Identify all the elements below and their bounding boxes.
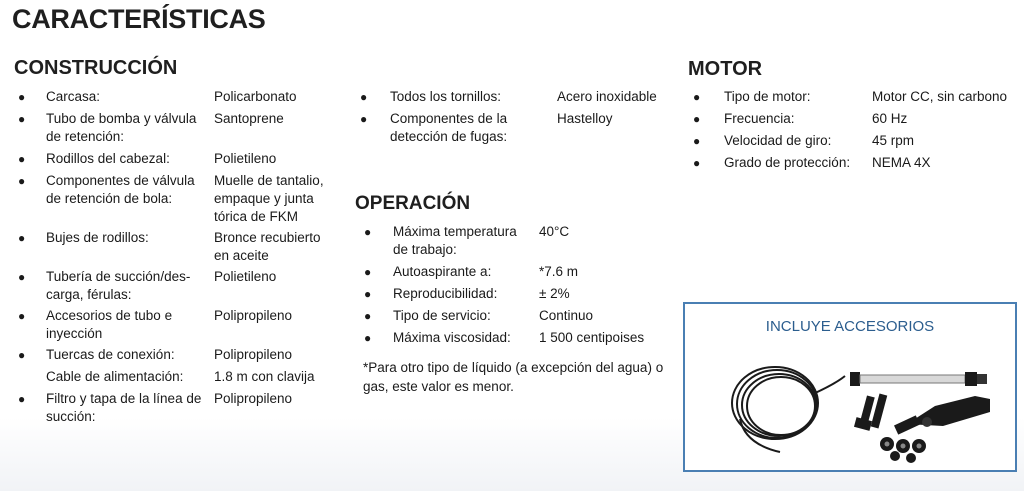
bullet-icon: ● <box>18 90 26 104</box>
item-value: ± 2% <box>539 286 570 301</box>
item-label: Tipo de servicio: <box>393 308 491 323</box>
bullet-icon: ● <box>18 152 26 166</box>
item-value: Polipropileno <box>214 308 293 323</box>
item-value: Continuo <box>539 308 594 323</box>
bullet-icon: ● <box>18 270 26 284</box>
item-value: Polipropileno <box>214 347 293 362</box>
bullet-icon: ● <box>18 348 26 362</box>
bullet-icon: ● <box>364 287 372 301</box>
item-value: 45 rpm <box>872 133 915 148</box>
item-label: Tubo de bomba y válvula de retención: <box>46 111 197 144</box>
item-value: Polipropileno <box>214 391 293 406</box>
bullet-icon: ● <box>693 90 701 104</box>
accessories-box <box>683 302 1017 472</box>
item-label: Grado de protección: <box>724 155 851 170</box>
item-value: Polietileno <box>214 269 277 284</box>
bullet-icon: ● <box>364 309 372 323</box>
item-value: NEMA 4X <box>872 155 931 170</box>
item-value: *7.6 m <box>539 264 579 279</box>
item-label: Rodillos del cabezal: <box>46 151 170 166</box>
item-value: Bronce recubierto en aceite <box>214 230 321 263</box>
item-label: Velocidad de giro: <box>724 133 832 148</box>
item-label: Cable de alimentación: <box>46 369 184 384</box>
page-title: CARACTERÍSTICAS <box>12 4 266 34</box>
construccion-list <box>18 88 348 433</box>
item-value: Motor CC, sin carbono <box>872 89 1008 104</box>
motor-list <box>693 88 1023 178</box>
item-label: Todos los tornillos: <box>390 89 502 104</box>
item-value: 60 Hz <box>872 111 908 126</box>
item-label: Componentes de la detección de fugas: <box>390 111 508 144</box>
strainer-tube-icon <box>850 372 987 386</box>
item-label: Tuercas de conexión: <box>46 347 175 362</box>
motor-heading: MOTOR <box>688 58 763 80</box>
item-value: Muelle de tantalio, empaque y junta tórica de FKM <box>214 173 324 224</box>
injection-valve-icon <box>894 396 990 435</box>
tubing-coil-icon <box>732 367 845 452</box>
item-value: Polietileno <box>214 151 277 166</box>
construccion-heading: CONSTRUCCIÓN <box>14 57 178 79</box>
bullet-icon: ● <box>693 112 701 126</box>
item-label: Componentes de válvula de retención de bola: <box>46 173 195 206</box>
item-value: Acero inoxidable <box>557 89 657 104</box>
item-label: Tipo de motor: <box>724 89 811 104</box>
bullet-icon: ● <box>18 309 26 323</box>
item-label: Reproducibilidad: <box>393 286 498 301</box>
item-value: Santoprene <box>214 111 284 126</box>
operacion-list <box>364 223 674 353</box>
item-label: Frecuencia: <box>724 111 795 126</box>
bullet-icon: ● <box>693 134 701 148</box>
accessories-heading: INCLUYE ACCESORIOS <box>765 318 935 335</box>
construccion-extra-list <box>360 88 670 148</box>
bullet-icon: ● <box>18 392 26 406</box>
item-value: Policarbonato <box>214 89 297 104</box>
item-value: 1 500 centipoises <box>539 330 645 345</box>
item-label: Carcasa: <box>46 89 101 104</box>
bullet-icon: ● <box>364 265 372 279</box>
bullet-icon: ● <box>364 225 372 239</box>
item-value: 1.8 m con clavija <box>214 369 315 384</box>
operacion-heading: OPERACIÓN <box>355 193 471 214</box>
nuts-icon <box>880 437 926 463</box>
bullet-icon: ● <box>18 112 26 126</box>
item-label: Accesorios de tubo e inyección <box>46 308 173 341</box>
item-value: Hastelloy <box>557 111 613 126</box>
item-label: Autoaspirante a: <box>393 264 492 279</box>
item-label: Bujes de rodillos: <box>46 230 149 245</box>
operacion-note: *Para otro tipo de líquido (a excepción del agua) o gas, este valor es menor. <box>363 360 664 394</box>
bullet-icon: ● <box>364 331 372 345</box>
item-label: Máxima viscosidad: <box>393 330 511 345</box>
item-label: Tubería de succión/des-carga, férulas: <box>46 269 191 302</box>
item-label: Máxima temperatura de trabajo: <box>393 224 517 257</box>
bullet-icon: ● <box>18 231 26 245</box>
bullet-icon: ● <box>18 174 26 188</box>
item-label: Filtro y tapa de la línea de succión: <box>46 391 202 424</box>
bullet-icon: ● <box>693 156 701 170</box>
bullet-icon: ● <box>360 90 368 104</box>
item-value: 40°C <box>539 224 570 239</box>
fittings-icon <box>854 394 887 431</box>
bullet-icon: ● <box>360 112 368 126</box>
accessories-image <box>685 304 1015 470</box>
